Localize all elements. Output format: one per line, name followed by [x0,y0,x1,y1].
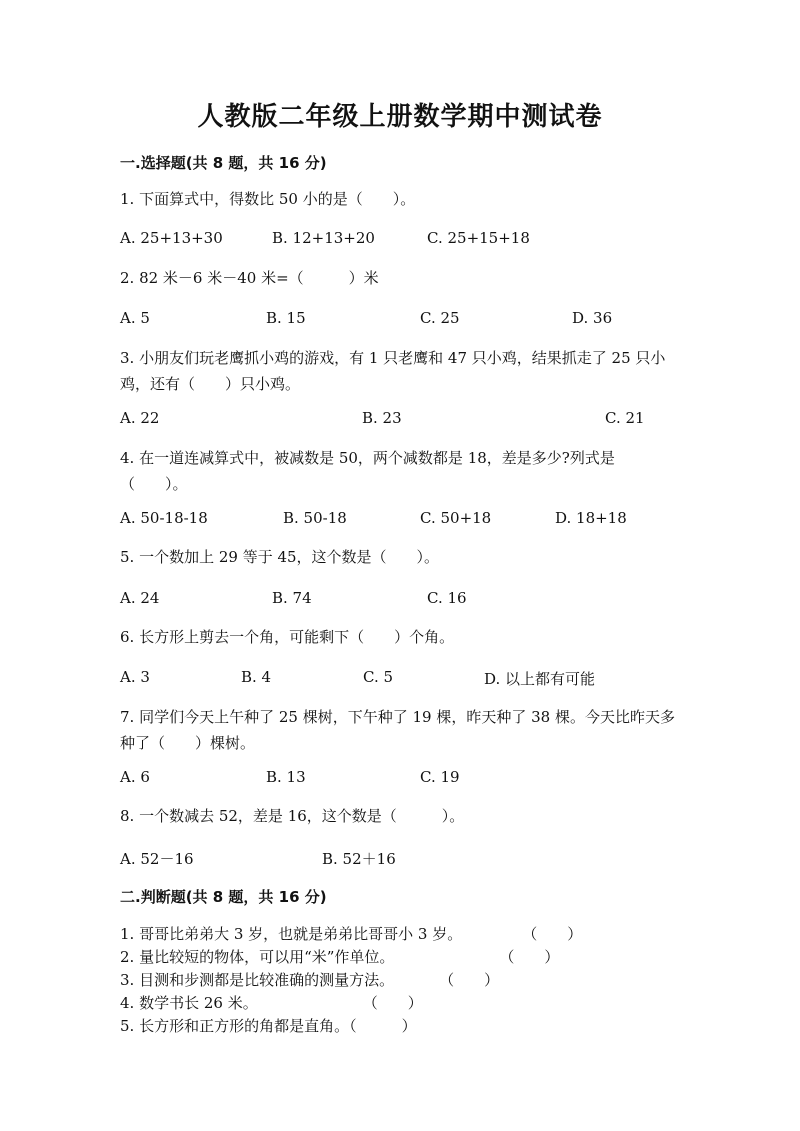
q8-option-b: B. 52＋16 [322,850,396,868]
q6-option-a: A. 3 [120,668,150,686]
q2-option-d: D. 36 [572,309,613,327]
judgement-item-2: 2. 量比较短的物体，可以用“米”作单位。 （ ） [120,948,560,966]
q4-option-a: A. 50-18-18 [120,509,208,527]
question-1: 1. 下面算式中，得数比 50 小的是（ ）。 [120,190,416,208]
judgement-item-1: 1. 哥哥比弟弟大 3 岁，也就是弟弟比哥哥小 3 岁。 （ ） [120,925,583,943]
q2-option-a: A. 5 [120,309,150,327]
section-heading-choice: 一.选择题(共 8 题，共 16 分) [120,154,327,172]
q7-option-c: C. 19 [420,768,460,786]
question-4: 4. 在一道连减算式中，被减数是 50，两个减数都是 18，差是多少?列式是（ ）。 [120,449,615,493]
question-7: 7. 同学们今天上午种了 25 棵树，下午种了 19 棵，昨天种了 38 棵。今天比昨天多种了（ ）棵树。 [120,708,675,752]
question-8: 8. 一个数减去 52，差是 16，这个数是（ ）。 [120,807,465,825]
question-2: 2. 82 米－6 米－40 米=（ ）米 [120,269,379,287]
q6-option-c: C. 5 [363,668,394,686]
q4-option-b: B. 50-18 [283,509,347,527]
q1-option-a: A. 25+13+30 [120,229,223,247]
q1-option-b: B. 12+13+20 [272,229,375,247]
q6-option-d: D. 以上都有可能 [484,670,596,688]
q4-option-c: C. 50+18 [420,509,492,527]
judgement-item-5: 5. 长方形和正方形的角都是直角。（ ） [120,1017,417,1035]
question-3: 3. 小朋友们玩老鹰抓小鸡的游戏，有 1 只老鹰和 47 只小鸡，结果抓走了 25 只小鸡，还有（ ）只小鸡。 [120,349,666,393]
q2-option-b: B. 15 [266,309,306,327]
q3-option-b: B. 23 [362,409,402,427]
judgement-item-3: 3. 目测和步测都是比较准确的测量方法。 （ ） [120,971,500,989]
question-5: 5. 一个数加上 29 等于 45，这个数是（ ）。 [120,548,440,566]
q7-option-b: B. 13 [266,768,306,786]
q5-option-b: B. 74 [272,589,312,607]
section-heading-judgement: 二.判断题(共 8 题，共 16 分) [120,888,327,906]
q4-option-d: D. 18+18 [555,509,627,527]
q5-option-a: A. 24 [120,589,160,607]
q1-option-c: C. 25+15+18 [427,229,530,247]
q8-option-a: A. 52－16 [120,850,194,868]
q3-option-c: C. 21 [605,409,645,427]
judgement-item-4: 4. 数学书长 26 米。 （ ） [120,994,423,1012]
page-title: 人教版二年级上册数学期中测试卷 [197,102,603,132]
q2-option-c: C. 25 [420,309,460,327]
q7-option-a: A. 6 [120,768,150,786]
q5-option-c: C. 16 [427,589,467,607]
q3-option-a: A. 22 [120,409,160,427]
q6-option-b: B. 4 [241,668,272,686]
question-6: 6. 长方形上剪去一个角，可能剩下（ ）个角。 [120,628,455,646]
